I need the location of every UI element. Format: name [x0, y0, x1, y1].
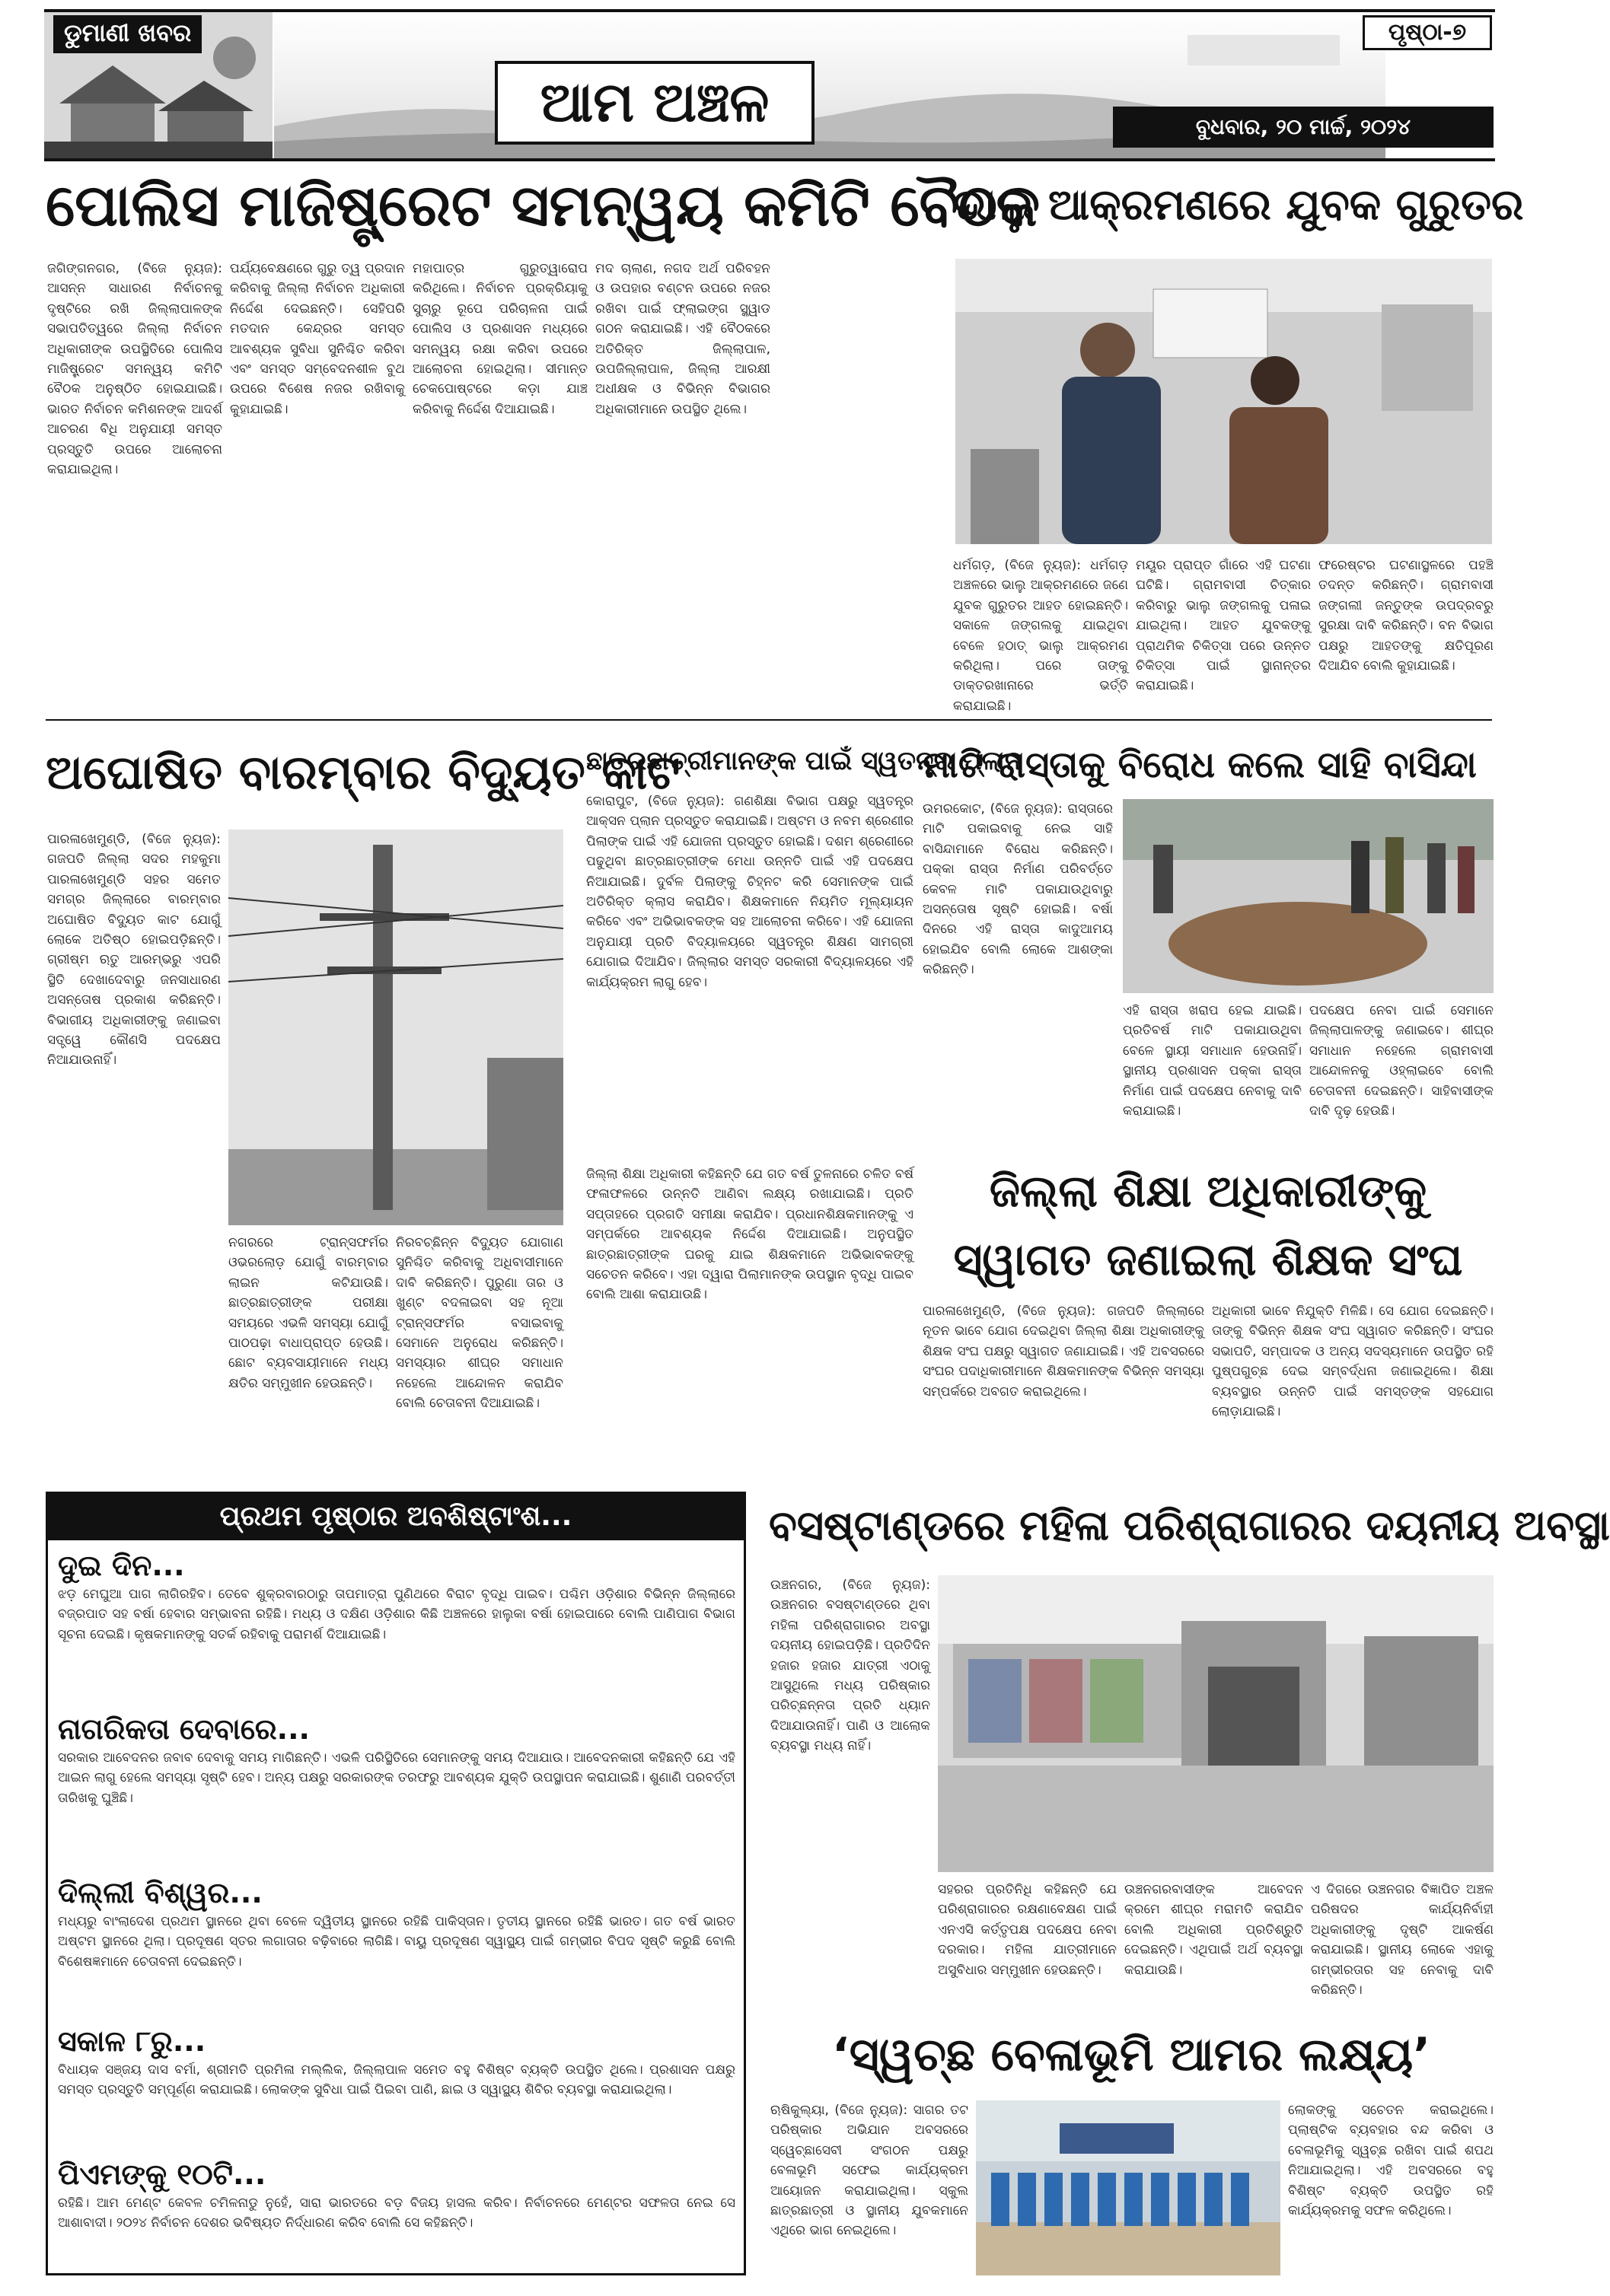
continuation-heading: ଦୁଇ ଦିନ...: [58, 1549, 185, 1582]
continuation-text: ସରକାର ଆବେଦନର ଜବାବ ଦେବାକୁ ସମୟ ମାଗିଛନ୍ତି। ଏଭଳି ପରିସ୍ଥିତିରେ ସେମାନଙ୍କୁ ସମୟ ଦିଆଯାଉ। ଆବେଦନକାରୀ କହିଛନ୍ତି ଯେ ଏହି ଆଇନ ଲାଗୁ ହେଲେ ସମସ୍ୟା ସୃଷ୍ଟି ହେବ। ଅନ୍ୟ ପକ୍ଷରୁ ସରକାରଙ୍କ ତରଫରୁ ଆବଶ୍ୟକ ଯୁକ୍ତି ଉପସ୍ଥାପନ କରାଯାଇଛି। ଶୁଣାଣି ପରବର୍ତ୍ତୀ ତାରିଖକୁ ଘୁଞ୍ଚିଛି।: [58, 1750, 735, 1806]
continuation-heading: ପିଏମଙ୍କୁ ୧୦ଟି...: [58, 2157, 266, 2191]
headline-teacher-union-line2: ସ୍ୱାଗତ ଜଣାଇଲା ଶିକ୍ଷକ ସଂଘ: [953, 1234, 1463, 1285]
story-text: ପାରଳାଖେମୁଣ୍ଡି, (ବିଜେ ନ୍ୟୁଜ): ଗଜପତି ଜିଲ୍ଲାରେ ନୂତନ ଭାବେ ଯୋଗ ଦେଇଥିବା ଜିଲ୍ଲା ଶିକ୍ଷା ଅଧିକାରୀଙ୍କୁ ଶିକ୍ଷକ ସଂଘ ପକ୍ଷରୁ ସ୍ୱାଗତ ଜଣାଯାଇଛି। ଏହି ଅବସରରେ ସଂଘର ପଦାଧିକାରୀମାନେ ଶିକ୍ଷକମାନଙ୍କ ବିଭିନ୍ନ ସମସ୍ୟା ସମ୍ପର୍କରେ ଅବଗତ କରାଇଥିଲେ।: [923, 1304, 1204, 1400]
story-text: ଲୋକଙ୍କୁ ସଚେତନ କରାଇଥିଲେ। ପ୍ଲାଷ୍ଟିକ ବ୍ୟବହାର ବନ୍ଦ କରିବା ଓ ବେଳାଭୂମିକୁ ସ୍ୱଚ୍ଛ ରଖିବା ପାଇଁ ଶପଥ ନିଆଯାଇଥିଲା। ଏହି ଅବସରରେ ବହୁ ବିଶିଷ୍ଟ ବ୍ୟକ୍ତି ଉପସ୍ଥିତ ରହି କାର୍ଯ୍ୟକ୍ରମକୁ ସଫଳ କରିଥିଲେ।: [1288, 2103, 1494, 2219]
brand-logo: ଡୁମାଣୀ ଖବର: [53, 15, 202, 53]
headline-power-cuts: ଅଘୋଷିତ ବାରମ୍ବାର ବିଦ୍ୟୁତ କାଟ: [46, 744, 681, 800]
headline-mud-road-protest: ମାଟି ରାସ୍ତାକୁ ବିରୋଧ କଲେ ସାହି ବାସିନ୍ଦା: [923, 744, 1477, 786]
story-text: ନିରବଚ୍ଛିନ୍ନ ବିଦ୍ୟୁତ ଯୋଗାଣ ସୁନିଶ୍ଚିତ କରିବାକୁ ଅଧିବାସୀମାନେ ଦାବି କରିଛନ୍ତି। ପୁରୁଣା ତାର ଓ ଖୁଣ୍ଟ ବଦଳାଇବା ସହ ନୂଆ ଟ୍ରାନ୍ସଫର୍ମର ବସାଇବାକୁ ସେମାନେ ଅନୁରୋଧ କରିଛନ୍ତି। ସମସ୍ୟାର ଶୀଘ୍ର ସମାଧାନ ନହେଲେ ଆନ୍ଦୋଳନ କରାଯିବ ବୋଲି ଚେତାବନୀ ଦିଆଯାଇଛି।: [396, 1235, 563, 1412]
story-text: ପାରଳାଖେମୁଣ୍ଡି, (ବିଜେ ନ୍ୟୁଜ): ଗଜପତି ଜିଲ୍ଲା ସଦର ମହକୁମା ପାରଳାଖେମୁଣ୍ଡି ସହର ସମେତ ସମଗ୍ର ଜିଲ୍ଲାରେ ବାରମ୍ବାର ଅଘୋଷିତ ବିଦ୍ୟୁତ କାଟ ଯୋଗୁଁ ଲୋକେ ଅତିଷ୍ଠ ହୋଇପଡ଼ିଛନ୍ତି। ଗ୍ରୀଷ୍ମ ଋତୁ ଆରମ୍ଭରୁ ଏପରି ସ୍ଥିତି ଦେଖାଦେବାରୁ ଜନସାଧାରଣ ଅସନ୍ତୋଷ ପ୍ରକାଶ କରିଛନ୍ତି। ବିଭାଗୀୟ ଅଧିକାରୀଙ୍କୁ ଜଣାଇବା ସତ୍ତ୍ୱେ କୌଣସି ପଦକ୍ଷେପ ନିଆଯାଉନାହିଁ।: [47, 832, 221, 1068]
section-divider: [46, 719, 1492, 721]
bus-stand-toilet-photo: [938, 1575, 1494, 1872]
story-text: ଏ ଦିଗରେ ଉଞ୍ଚନଗର ବିଜ୍ଞାପିତ ଅଞ୍ଚଳ ପରିଷଦର କାର୍ଯ୍ୟନିର୍ବାହୀ ଅଧିକାରୀଙ୍କୁ ଦୃଷ୍ଟି ଆକର୍ଷଣ କରାଯାଇଛି। ସ୍ଥାନୀୟ ଲୋକେ ଏହାକୁ ଗମ୍ଭୀରତାର ସହ ନେବାକୁ ଦାବି କରିଛନ୍ତି।: [1311, 1882, 1494, 1998]
bear-attack-victim-photo: [955, 259, 1492, 544]
mud-road-protest-photo: [1123, 799, 1494, 993]
story-text: ଜଗିଙ୍ଗନଗର, (ବିଜେ ନ୍ୟୁଜ): ଆସନ୍ନ ସାଧାରଣ ନିର୍ବାଚନକୁ ଦୃଷ୍ଟିରେ ରଖି ଜିଲ୍ଲାପାଳଙ୍କ ସଭାପତିତ୍ୱରେ ଜିଲ୍ଲା ନିର୍ବାଚନ ଅଧିକାରୀଙ୍କ ଉପସ୍ଥିତିରେ ପୋଲିସ ମାଜିଷ୍ଟ୍ରେଟ ସମନ୍ୱୟ କମିଟି ବୈଠକ ଅନୁଷ୍ଠିତ ହୋଇଯାଇଛି। ଭାରତ ନିର୍ବାଚନ କମିଶନଙ୍କ ଆଦର୍ଶ ଆଚରଣ ବିଧି ଅନୁଯାୟୀ ସମସ୍ତ ପ୍ରସ୍ତୁତି ଉପରେ ଆଲୋଚନା କରାଯାଇଥିଲା।: [47, 261, 222, 478]
story-text: ଉମରକୋଟ, (ବିଜେ ନ୍ୟୁଜ): ରାସ୍ତାରେ ମାଟି ପକାଇବାକୁ ନେଇ ସାହି ବାସିନ୍ଦାମାନେ ବିରୋଧ କରିଛନ୍ତି। ପକ୍କା ରାସ୍ତା ନିର୍ମାଣ ପରିବର୍ତ୍ତେ କେବଳ ମାଟି ପକାଯାଉଥିବାରୁ ଅସନ୍ତୋଷ ସୃଷ୍ଟି ହୋଇଛି। ବର୍ଷା ଦିନରେ ଏହି ରାସ୍ତା କାଦୁଆମୟ ହୋଇଯିବ ବୋଲି ଲୋକେ ଆଶଙ୍କା କରିଛନ୍ତି।: [923, 801, 1113, 978]
continuation-text: ବିଧାୟକ ସଞ୍ଜୟ ଦାସ ବର୍ମା, ଶ୍ରୀମତି ପ୍ରମିଳା ମଲ୍ଲିକ, ଜିଲ୍ଲାପାଳ ସମେତ ବହୁ ବିଶିଷ୍ଟ ବ୍ୟକ୍ତି ଉପସ୍ଥିତ ଥିଲେ। ପ୍ରଶାସନ ପକ୍ଷରୁ ସମସ୍ତ ପ୍ରସ୍ତୁତି ସମ୍ପୂର୍ଣ୍ଣ କରାଯାଇଛି। ଲୋକଙ୍କ ସୁବିଧା ପାଇଁ ପିଇବା ପାଣି, ଛାଇ ଓ ସ୍ୱାସ୍ଥ୍ୟ ଶିବିର ବ୍ୟବସ୍ଥା କରାଯାଇଥିଲା।: [58, 2062, 735, 2098]
story-text: ପଦକ୍ଷେପ ନେବା ପାଇଁ ସେମାନେ ଜିଲ୍ଲାପାଳଙ୍କୁ ଜଣାଇବେ। ଶୀଘ୍ର ସମାଧାନ ନହେଲେ ଗ୍ରାମବାସୀ ଆନ୍ଦୋଳନକୁ ଓହ୍ଲାଇବେ ବୋଲି ଚେତାବନୀ ଦେଇଛନ୍ତି। ସାହିବାସୀଙ୍କ ଦାବି ଦୃଢ଼ ହେଉଛି।: [1309, 1003, 1494, 1119]
story-text: ପର୍ଯ୍ୟବେକ୍ଷଣରେ ଗୁରୁ ତ୍ୱ ପ୍ରଦାନ କରିବାକୁ ଜିଲ୍ଲା ନିର୍ବାଚନ ଅଧିକାରୀ ନିର୍ଦ୍ଦେଶ ଦେଇଛନ୍ତି। ସେହିପରି ମତଦାନ କେନ୍ଦ୍ରର ସମସ୍ତ ଆବଶ୍ୟକ ସୁବିଧା ସୁନିଶ୍ଚିତ କରିବା ଏବଂ ସମସ୍ତ ସମ୍ବେଦନଶୀଳ ବୁଥ ଉପରେ ବିଶେଷ ନଜର ରଖିବାକୁ କୁହାଯାଇଛି।: [230, 261, 405, 417]
continuation-heading: ଦିଲ୍ଲୀ ବିଶ୍ୱର...: [58, 1876, 263, 1909]
headline-bus-stand-toilet: ବସଷ୍ଟାଣ୍ଡରେ ମହିଳା ପରିଶ୍ରାଗାରର ଦୟନୀୟ ଅବସ୍ଥା: [769, 1501, 1610, 1549]
headline-bear-attack: ଭାଲୁ ଆକ୍ରମଣରେ ଯୁବକ ଗୁରୁତର: [953, 180, 1524, 230]
story-text: କୋରାପୁଟ, (ବିଜେ ନ୍ୟୁଜ): ଗଣଶିକ୍ଷା ବିଭାଗ ପକ୍ଷରୁ ସ୍ୱତନ୍ତ୍ର ଆକ୍ସନ ପ୍ଲାନ ପ୍ରସ୍ତୁତ କରାଯାଇଛି। ଅଷ୍ଟମ ଓ ନବମ ଶ୍ରେଣୀର ପିଲାଙ୍କ ପାଇଁ ଏହି ଯୋଜନା ପ୍ରସ୍ତୁତ ହୋଇଛି। ଦଶମ ଶ୍ରେଣୀରେ ପଢୁଥିବା ଛାତ୍ରଛାତ୍ରୀଙ୍କ ମେଧା ଉନ୍ନତି ପାଇଁ ଏହି ପଦକ୍ଷେପ ନିଆଯାଇଛି। ଦୁର୍ବଳ ପିଲାଙ୍କୁ ଚିହ୍ନଟ କରି ସେମାନଙ୍କ ପାଇଁ ଅତିରିକ୍ତ କ୍ଲାସ କରାଯିବ। ଶିକ୍ଷକମାନେ ନିୟମିତ ମୂଲ୍ୟାୟନ କରିବେ ଏବଂ ଅଭିଭାବକଙ୍କ ସହ ଆଲୋଚନା କରିବେ। ଏହି ଯୋଜନା ଅନୁଯାୟୀ ପ୍ରତି ବିଦ୍ୟାଳୟରେ ସ୍ୱତନ୍ତ୍ର ଶିକ୍ଷଣ ସାମଗ୍ରୀ ଯୋଗାଇ ଦିଆଯିବ। ଜିଲ୍ଲାର ସମସ୍ତ ସରକାରୀ ବିଦ୍ୟାଳୟରେ ଏହି କାର୍ଯ୍ୟକ୍ରମ ଲାଗୁ ହେବ।: [586, 794, 913, 990]
headline-teacher-union-line1: ଜିଲ୍ଲା ଶିକ୍ଷା ଅଧିକାରୀଙ୍କୁ: [989, 1165, 1427, 1217]
story-text: ଧର୍ମଗଡ଼, (ବିଜେ ନ୍ୟୁଜ): ଧର୍ମଗଡ଼ ଅଞ୍ଚଳରେ ଭାଲୁ ଆକ୍ରମଣରେ ଜଣେ ଯୁବକ ଗୁରୁତର ଆହତ ହୋଇଛନ୍ତି। ସକାଳେ ଜଙ୍ଗଲକୁ ଯାଇଥିବା ବେଳେ ହଠାତ୍ ଭାଲୁ ଆକ୍ରମଣ କରିଥିଲା। ପରେ ତାଙ୍କୁ ଡାକ୍ତରଖାନାରେ ଭର୍ତ୍ତି କରାଯାଇଛି।: [953, 558, 1128, 714]
page-number: ପୃଷ୍ଠା-୭: [1363, 15, 1492, 50]
story-text: ଫରେଷ୍ଟର ଘଟଣାସ୍ଥଳରେ ପହଞ୍ଚି ତଦନ୍ତ କରିଛନ୍ତି। ଗ୍ରାମବାସୀ ଜଙ୍ଗଲୀ ଜନ୍ତୁଙ୍କ ଉପଦ୍ରବରୁ ସୁରକ୍ଷା ଦାବି କରିଛନ୍ତି। ବନ ବିଭାଗ ପକ୍ଷରୁ ଆହତଙ୍କୁ କ୍ଷତିପୂରଣ ଦିଆଯିବ ବୋଲି କୁହାଯାଇଛି।: [1318, 558, 1494, 674]
story-text: ନଗରରେ ଟ୍ରାନ୍ସଫର୍ମର ଓଭରଲୋଡ଼ ଯୋଗୁଁ ବାରମ୍ବାର ଲାଇନ କଟିଯାଉଛି। ଛାତ୍ରଛାତ୍ରୀଙ୍କ ପରୀକ୍ଷା ସମୟରେ ଏଭଳି ସମସ୍ୟା ଯୋଗୁଁ ପାଠପଢ଼ା ବାଧାପ୍ରାପ୍ତ ହେଉଛି। ଛୋଟ ବ୍ୟବସାୟୀମାନେ ମଧ୍ୟ କ୍ଷତିର ସମ୍ମୁଖୀନ ହେଉଛନ୍ତି।: [228, 1235, 388, 1391]
story-text: ଋଷିକୁଲ୍ୟା, (ବିଜେ ନ୍ୟୁଜ): ସାଗର ତଟ ପରିଷ୍କାର ଅଭିଯାନ ଅବସରରେ ସ୍ୱେଚ୍ଛାସେବୀ ସଂଗଠନ ପକ୍ଷରୁ ବେଳାଭୂମି ସଫେଇ କାର୍ଯ୍ୟକ୍ରମ ଆୟୋଜନ କରାଯାଇଥିଲା। ସ୍କୁଲ ଛାତ୍ରଛାତ୍ରୀ ଓ ସ୍ଥାନୀୟ ଯୁବକମାନେ ଏଥିରେ ଭାଗ ନେଇଥିଲେ।: [770, 2103, 968, 2239]
continuation-heading: ସକାଳ ୮ରୁ...: [58, 2024, 206, 2058]
headline-student-special-plan: ଛାତ୍ରଛାତ୍ରୀମାନଙ୍କ ପାଇଁ ସ୍ୱତନ୍ତ୍ର ପ୍ଲାନ: [586, 746, 1023, 776]
publication-date: ବୁଧବାର, ୨୦ ମାର୍ଚ୍ଚ, ୨୦୨୪: [1113, 107, 1494, 148]
headline-clean-beach: ‘ସ୍ୱଚ୍ଛ ବେଳାଭୂମି ଆମର ଲକ୍ଷ୍ୟ’: [831, 2028, 1430, 2081]
story-text: ମହାପାତ୍ର ଗୁରୁତ୍ୱାରୋପ କରିଥିଲେ। ନିର୍ବାଚନ ପ୍ରକ୍ରିୟାକୁ ସୁଚାରୁ ରୂପେ ପରିଚାଳନା ପାଇଁ ପୋଲିସ ଓ ପ୍ରଶାସନ ମଧ୍ୟରେ ସମନ୍ୱୟ ରକ୍ଷା କରିବା ଉପରେ ଆଲୋଚନା ହୋଇଥିଲା। ସୀମାନ୍ତ ଚେକପୋଷ୍ଟରେ କଡ଼ା ଯାଞ୍ଚ କରିବାକୁ ନିର୍ଦ୍ଦେଶ ଦିଆଯାଇଛି।: [413, 261, 588, 417]
continuation-heading: ନାଗରିକତା ଦେବାରେ...: [58, 1712, 310, 1746]
story-text: ଏହି ରାସ୍ତା ଖରାପ ହେଇ ଯାଇଛି। ପ୍ରତିବର୍ଷ ମାଟି ପକାଯାଉଥିବା ବେଳେ ସ୍ଥାୟୀ ସମାଧାନ ହେଉନାହିଁ। ସ୍ଥାନୀୟ ପ୍ରଶାସନ ପକ୍କା ରାସ୍ତା ନିର୍ମାଣ ପାଇଁ ପଦକ୍ଷେପ ନେବାକୁ ଦାବି କରାଯାଇଛି।: [1123, 1003, 1302, 1119]
story-text: ସହରର ପ୍ରତିନିଧି କହିଛନ୍ତି ଯେ ପରିଶ୍ରାଗାରର ରକ୍ଷଣାବେକ୍ଷଣ ପାଇଁ ଏନଏସି କର୍ତ୍ତୃପକ୍ଷ ପଦକ୍ଷେପ ନେବା ଦରକାର। ମହିଳା ଯାତ୍ରୀମାନେ ଅସୁବିଧାର ସମ୍ମୁଖୀନ ହେଉଛନ୍ତି।: [938, 1882, 1117, 1978]
story-text: ମଦ ଚାଲାଣ, ନଗଦ ଅର୍ଥ ପରିବହନ ଓ ଉପହାର ବଣ୍ଟନ ଉପରେ ନଜର ରଖିବା ପାଇଁ ଫ୍ଲାଇଙ୍ଗ ସ୍କ୍ୱାଡ ଗଠନ କରାଯାଇଛି। ଏହି ବୈଠକରେ ଅତିରିକ୍ତ ଜିଲ୍ଲାପାଳ, ଉପଜିଲ୍ଲାପାଳ, ଜିଲ୍ଲା ଆରକ୍ଷୀ ଅଧୀକ୍ଷକ ଓ ବିଭିନ୍ନ ବିଭାଗର ଅଧିକାରୀମାନେ ଉପସ୍ଥିତ ଥିଲେ।: [595, 261, 770, 417]
story-text: ମୟୂର ପ୍ରାପ୍ତ ଗାଁରେ ଏହି ଘଟଣା ଘଟିଛି। ଗ୍ରାମବାସୀ ଚିତ୍କାର କରିବାରୁ ଭାଲୁ ଜଙ୍ଗଲକୁ ପଳାଇ ଯାଇଥିଲା। ଆହତ ଯୁବକଙ୍କୁ ପ୍ରାଥମିକ ଚିକିତ୍ସା ପରେ ଉନ୍ନତ ଚିକିତ୍ସା ପାଇଁ ସ୍ଥାନାନ୍ତର କରାଯାଇଛି।: [1136, 558, 1311, 694]
story-text: ଜିଲ୍ଲା ଶିକ୍ଷା ଅଧିକାରୀ କହିଛନ୍ତି ଯେ ଗତ ବର୍ଷ ତୁଳନାରେ ଚଳିତ ବର୍ଷ ଫଳାଫଳରେ ଉନ୍ନତି ଆଣିବା ଲକ୍ଷ୍ୟ ରଖାଯାଇଛି। ପ୍ରତି ସପ୍ତାହରେ ପ୍ରଗତି ସମୀକ୍ଷା କରାଯିବ। ପ୍ରଧାନଶିକ୍ଷକମାନଙ୍କୁ ଏ ସମ୍ପର୍କରେ ଆବଶ୍ୟକ ନିର୍ଦ୍ଦେଶ ଦିଆଯାଇଛି। ଅନୁପସ୍ଥିତ ଛାତ୍ରଛାତ୍ରୀଙ୍କ ଘରକୁ ଯାଇ ଶିକ୍ଷକମାନେ ଅଭିଭାବକଙ୍କୁ ସଚେତନ କରିବେ। ଏହା ଦ୍ୱାରା ପିଲାମାନଙ୍କ ଉପସ୍ଥାନ ବୃଦ୍ଧି ପାଇବ ବୋଲି ଆଶା କରାଯାଉଛି।: [586, 1167, 913, 1303]
continuations-box-title: ପ୍ରଥମ ପୃଷ୍ଠାର ଅବଶିଷ୍ଟାଂଶ...: [46, 1493, 746, 1540]
story-text: ଉଞ୍ଚନଗରବାସୀଙ୍କ ଆବେଦନ କ୍ରମେ ଶୀଘ୍ର ମରାମତି କରାଯିବ ବୋଲି ଅଧିକାରୀ ପ୍ରତିଶ୍ରୁତି ଦେଇଛନ୍ତି। ଏଥିପାଇଁ ଅର୍ଥ ବ୍ୟବସ୍ଥା କରାଯାଉଛି।: [1124, 1882, 1303, 1978]
electric-pole-photo: [228, 830, 563, 1225]
headline-police-magistrate-meeting: ପୋଲିସ ମାଜିଷ୍ଟ୍ରେଟ ସମନ୍ୱୟ କମିଟି ବୈଠକ: [46, 171, 1041, 239]
continuation-text: ମଧ୍ୟରୁ ବାଂଲାଦେଶ ପ୍ରଥମ ସ୍ଥାନରେ ଥିବା ବେଳେ ଦ୍ୱିତୀୟ ସ୍ଥାନରେ ରହିଛି ପାକିସ୍ତାନ। ତୃତୀୟ ସ୍ଥାନରେ ରହିଛି ଭାରତ। ଗତ ବର୍ଷ ଭାରତ ଅଷ୍ଟମ ସ୍ଥାନରେ ଥିଲା। ପ୍ରଦୂଷଣ ସ୍ତର ଲଗାତାର ବଢ଼ିବାରେ ଲାଗିଛି। ବାୟୁ ପ୍ରଦୂଷଣ ସ୍ୱାସ୍ଥ୍ୟ ପାଇଁ ଗମ୍ଭୀର ବିପଦ ସୃଷ୍ଟି କରୁଛି ବୋଲି ବିଶେଷଜ୍ଞମାନେ ଚେତାବନୀ ଦେଇଛନ୍ତି।: [58, 1914, 735, 1970]
continuation-text: ରହିଛି। ଆମ ମେଣ୍ଟ କେବଳ ଚମିଳନାଡୁ ନୁହେଁ, ସାରା ଭାରତରେ ବଡ଼ ବିଜୟ ହାସଲ କରିବ। ନିର୍ବାଚନରେ ମେଣ୍ଟର ସଫଳତା ନେଇ ସେ ଆଶାବାଦୀ। ୨୦୨୪ ନିର୍ବାଚନ ଦେଶର ଭବିଷ୍ୟତ ନିର୍ଦ୍ଧାରଣ କରିବ ବୋଲି ସେ କହିଛନ୍ତି।: [58, 2196, 735, 2231]
continuation-text: ଝଡ଼ ମେଘୁଆ ପାଗ ଲାଗିରହିବ। ତେବେ ଶୁକ୍ରବାରଠାରୁ ତାପମାତ୍ରା ପୁଣିଥରେ ବିରାଟ ବୃଦ୍ଧି ପାଇବ। ପଶ୍ଚିମ ଓଡ଼ିଶାର ବିଭିନ୍ନ ଜିଲ୍ଲାରେ ବଜ୍ରପାତ ସହ ବର୍ଷା ହେବାର ସମ୍ଭାବନା ରହିଛି। ମଧ୍ୟ ଓ ଦକ୍ଷିଣ ଓଡ଼ିଶାର କିଛି ଅଞ୍ଚଳରେ ହାଲୁକା ବର୍ଷା ହୋଇପାରେ ବୋଲି ପାଣିପାଗ ବିଭାଗ ସୂଚନା ଦେଇଛି। କୃଷକମାନଙ୍କୁ ସତର୍କ ରହିବାକୁ ପରାମର୍ଶ ଦିଆଯାଇଛି।: [58, 1587, 735, 1642]
section-title: ଆମ ଅଞ୍ଚଳ: [495, 61, 815, 145]
story-text: ଅଧିକାରୀ ଭାବେ ନିଯୁକ୍ତି ମିଳିଛି। ସେ ଯୋଗ ଦେଇଛନ୍ତି। ତାଙ୍କୁ ବିଭିନ୍ନ ଶିକ୍ଷକ ସଂଘ ସ୍ୱାଗତ କରିଛନ୍ତି। ସଂଘର ସଭାପତି, ସମ୍ପାଦକ ଓ ଅନ୍ୟ ସଦସ୍ୟମାନେ ଉପସ୍ଥିତ ରହି ପୁଷ୍ପଗୁଚ୍ଛ ଦେଇ ସମ୍ବର୍ଦ୍ଧନା ଜଣାଇଥିଲେ। ଶିକ୍ଷା ବ୍ୟବସ୍ଥାର ଉନ୍ନତି ପାଇଁ ସମସ୍ତଙ୍କ ସହଯୋଗ ଲୋଡ଼ାଯାଇଛି।: [1212, 1304, 1494, 1420]
story-text: ଉଞ୍ଚନଗର, (ବିଜେ ନ୍ୟୁଜ): ଉଞ୍ଚନଗର ବସଷ୍ଟାଣ୍ଡରେ ଥିବା ମହିଳା ପରିଶ୍ରାଗାରର ଅବସ୍ଥା ଦୟନୀୟ ହୋଇପଡ଼ିଛି। ପ୍ରତିଦିନ ହଜାର ହଜାର ଯାତ୍ରୀ ଏଠାକୁ ଆସୁଥିଲେ ମଧ୍ୟ ପରିଷ୍କାର ପରିଚ୍ଛନ୍ନତା ପ୍ରତି ଧ୍ୟାନ ଦିଆଯାଉନାହିଁ। ପାଣି ଓ ଆଲୋକ ବ୍ୟବସ୍ଥା ମଧ୍ୟ ନାହିଁ।: [770, 1578, 930, 1754]
beach-cleanup-group-photo: [976, 2100, 1280, 2275]
